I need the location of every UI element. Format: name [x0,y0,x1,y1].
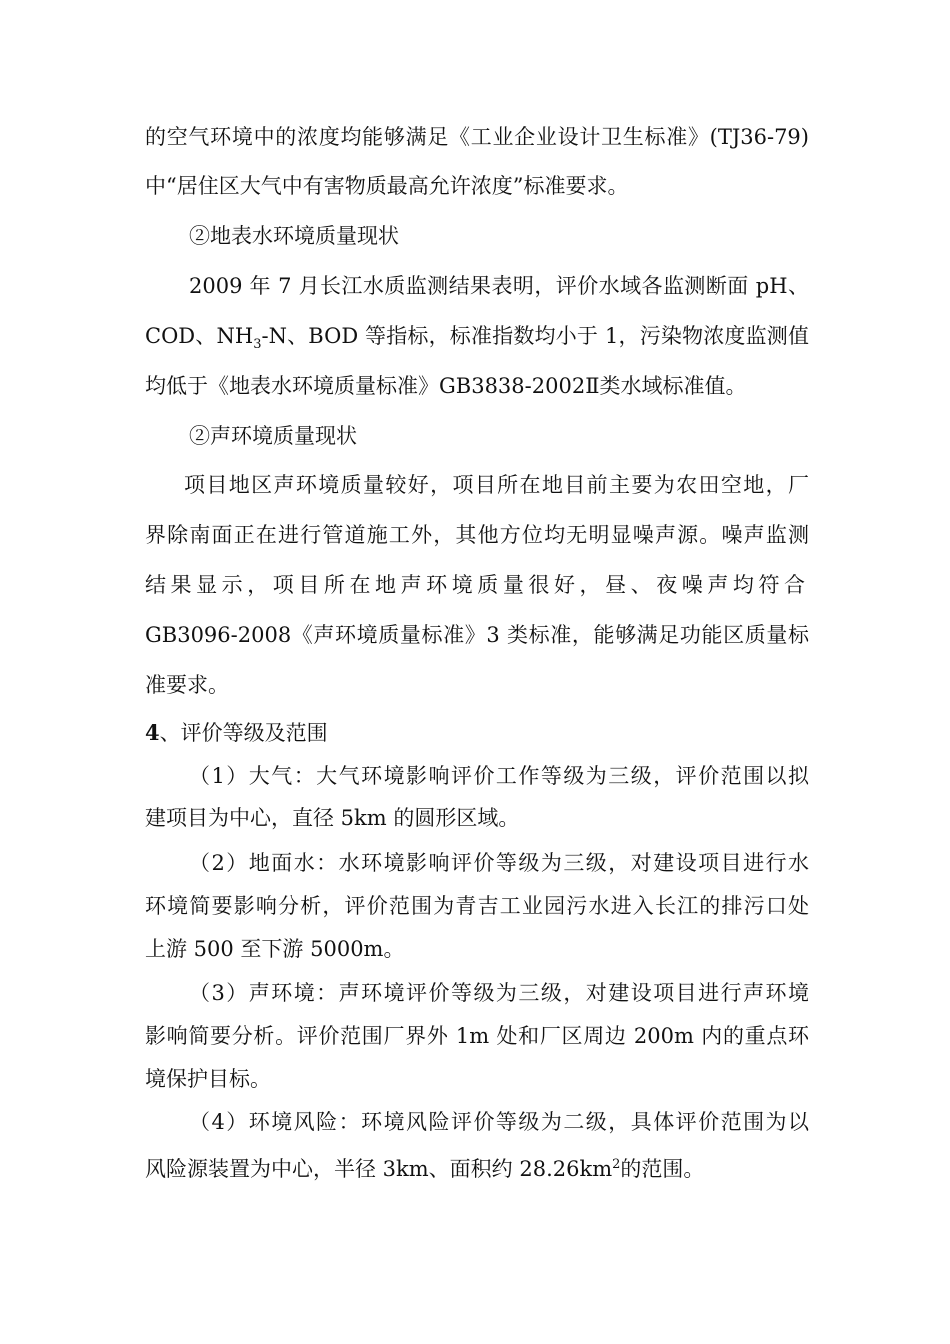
item-1-line-1: （1）大气：大气环境影响评价工作等级为三级，评价范围以拟 [189,764,809,788]
noise-line-1: 项目地区声环境质量较好，项目所在地目前主要为农田空地，厂 [184,473,809,497]
surface-water-line-2-a: COD、NH [145,324,254,348]
nh3-subscript: 3 [253,337,262,353]
surface-water-heading: ②地表水环境质量现状 [189,224,399,248]
item-4-line-2-b: 的范围。 [620,1157,705,1181]
item-3-line-3: 境保护目标。 [145,1067,271,1091]
item-2-line-2: 环境简要影响分析，评价范围为青吉工业园污水进入长江的排污口处 [145,894,809,918]
surface-water-line-2-b: -N、BOD 等指标，标准指数均小于 1，污染物浓度监测值 [261,324,809,348]
item-4-line-2-a: 风险源装置为中心，半径 3km、面积约 28.26km [145,1157,613,1181]
section-4-heading [145,720,328,746]
noise-line-2: 界除南面正在进行管道施工外，其他方位均无明显噪声源。噪声监测 [145,523,809,547]
noise-line-4: GB3096-2008《声环境质量标准》3 类标准，能够满足功能区质量标 [145,623,809,647]
noise-line-3: 结果显示，项目所在地声环境质量很好，昼、夜噪声均符合 [145,573,809,597]
item-1-line-2: 建项目为中心，直径 5km 的圆形区域。 [145,806,520,830]
noise-line-5: 准要求。 [145,673,229,697]
air-text-line-1: 的空气环境中的浓度均能够满足《工业企业设计卫生标准》(TJ36-79) [145,125,809,149]
surface-water-line-3: 均低于《地表水环境质量标准》GB3838-2002Ⅱ类水域标准值。 [145,374,747,398]
section-4-number: 4 [145,720,160,745]
item-3-line-1: （3）声环境：声环境评价等级为三级，对建设项目进行声环境 [189,981,809,1005]
item-3-line-2: 影响简要分析。评价范围厂界外 1m 处和厂区周边 200m 内的重点环 [145,1024,809,1048]
section-4-title: 、评价等级及范围 [159,721,328,745]
km2-superscript: 2 [612,1157,621,1172]
noise-heading: ②声环境质量现状 [189,424,357,448]
item-4-line-1: （4）环境风险：环境风险评价等级为二级，具体评价范围为以 [189,1110,809,1134]
item-2-line-1: （2）地面水：水环境影响评价等级为三级，对建设项目进行水 [189,851,809,875]
surface-water-line-1: 2009 年 7 月长江水质监测结果表明，评价水域各监测断面 pH、 [189,274,809,298]
item-2-line-3: 上游 500 至下游 5000m。 [145,937,405,961]
surface-water-line-2 [145,323,809,358]
item-4-line-2 [145,1152,704,1182]
air-text-line-2: 中“居住区大气中有害物质最高允许浓度”标准要求。 [145,174,629,198]
